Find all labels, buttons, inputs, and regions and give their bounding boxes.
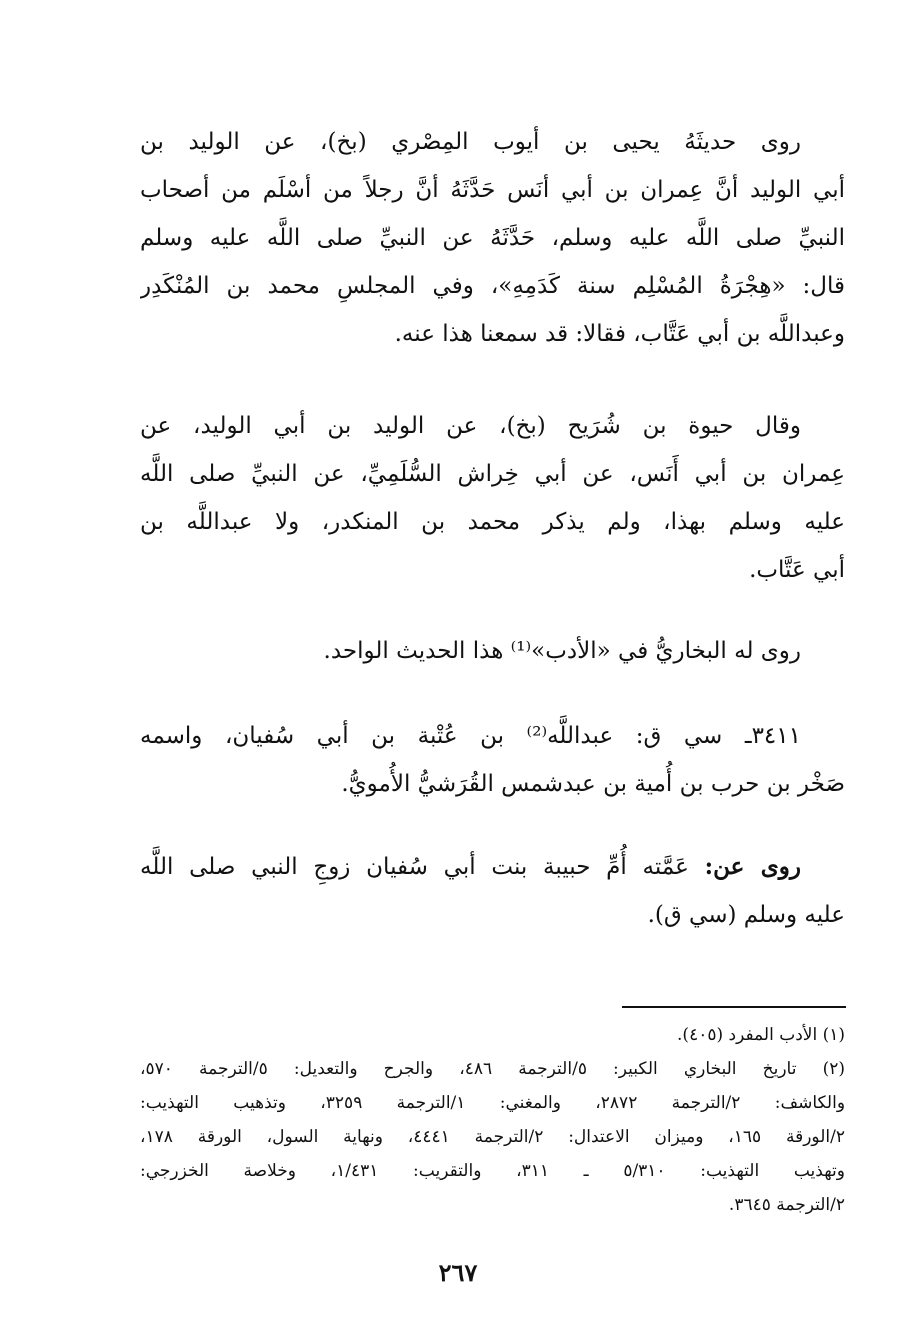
footnote-line: والكاشف: ٢/الترجمة ٢٨٧٢، والمغني: ١/الترجمة ٣٢٥٩، وتذهيب التهذيب: xyxy=(140,1093,845,1113)
biography-entry-heading xyxy=(140,712,845,808)
page-number: ٢٦٧ xyxy=(438,1258,478,1287)
paragraph-haywa-narration xyxy=(140,402,845,594)
text-line: روى له البخاريُّ في «الأدب»⁽¹⁾ هذا الحديث الواحد. xyxy=(323,638,801,664)
paragraph-narrated-from xyxy=(140,843,845,939)
footnote-line: ٢/الورقة ١٦٥، وميزان الاعتدال: ٢/الترجمة ٤٤٤١، ونهاية السول، الورقة ١٧٨، xyxy=(140,1127,845,1147)
text-line: وقال حيوة بن شُرَيح (بخ)، عن الوليد بن أبي الوليد، عن xyxy=(140,413,801,439)
footnote-line: (٢) تاريخ البخاري الكبير: ٥/الترجمة ٤٨٦، والجرح والتعديل: ٥/الترجمة ٥٧٠، xyxy=(140,1059,845,1079)
text-line: أبي عَتَّاب. xyxy=(749,557,845,583)
text-line: عليه وسلم بهذا، ولم يذكر محمد بن المنكدر، ولا عبداللَّه بن xyxy=(140,509,845,535)
footnote-line: وتهذيب التهذيب: ٥/٣١٠ ـ ٣١١، والتقريب: ١/٤٣١، وخلاصة الخزرجي: xyxy=(140,1161,845,1181)
footnotes xyxy=(140,1018,845,1222)
narrated-from-text: عَمَّته أُمِّ حبيبة بنت أبي سُفيان زوجِ النبي صلى اللَّه xyxy=(140,854,689,880)
footnote-line: ٢/الترجمة ٣٦٤٥. xyxy=(728,1195,845,1215)
text-line: أبي الوليد أنَّ عِمران بن أبي أنَس حَدَّثَهُ أنَّ رجلاً من أسْلَم من أصحاب xyxy=(140,177,845,203)
text-line: عليه وسلم (سي ق). xyxy=(647,902,845,928)
narrated-from-label: روى عن: xyxy=(704,853,801,880)
text-line: قال: «هِجْرَةُ المُسْلِم سنة كَدَمِهِ»، وفي المجلسِ محمد بن المُنْكَدِر xyxy=(140,273,845,299)
footnote-divider xyxy=(622,1006,846,1008)
text-line: عِمران بن أبي أَنَس، عن أبي خِراش السُّلَمِيِّ، عن النبيِّ صلى اللَّه xyxy=(140,461,845,487)
text-line: روى حديثَهُ يحيى بن أيوب المِصْري (بخ)، عن الوليد بن xyxy=(140,129,801,155)
text-line: وعبداللَّه بن أبي عَتَّاب، فقالا: قد سمعنا هذا عنه. xyxy=(394,321,845,347)
text-line: صَخْر بن حرب بن أُمية بن عبدشمس القُرَشيُّ الأُمويُّ. xyxy=(341,771,845,797)
text-line: النبيِّ صلى اللَّه عليه وسلم، حَدَّثَهُ عن النبيِّ صلى اللَّه عليه وسلم xyxy=(140,225,845,251)
footnote-line: (١) الأدب المفرد (٤٠٥). xyxy=(677,1025,845,1045)
paragraph-hadith-narration xyxy=(140,118,845,358)
text-line xyxy=(140,843,845,891)
paragraph-bukhari-note xyxy=(140,627,845,675)
entry-title-line: ٣٤١١ـ سي ق: عبداللَّه⁽²⁾ بن عُتْبة بن أبي سُفيان، واسمه xyxy=(140,723,801,749)
